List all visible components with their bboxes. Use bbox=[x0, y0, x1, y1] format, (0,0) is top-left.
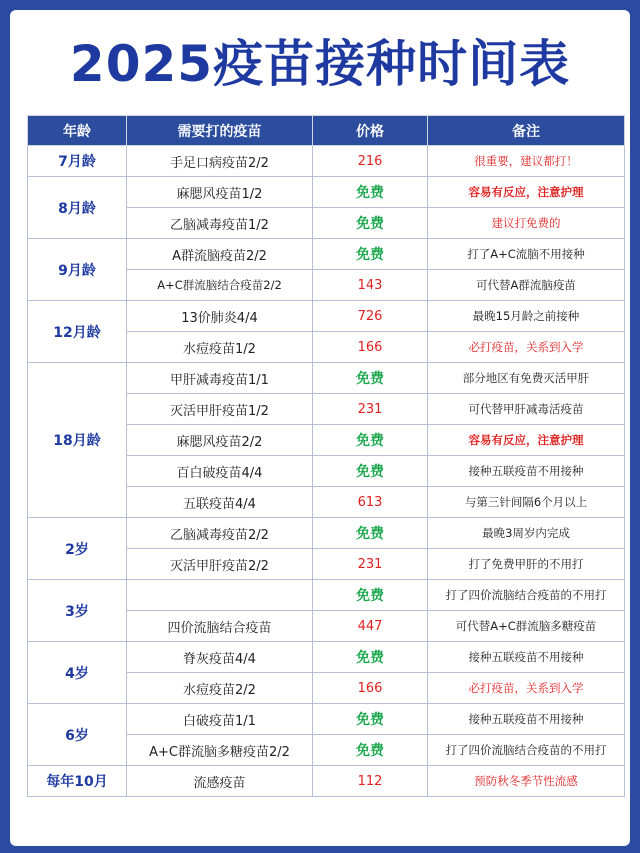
table-row bbox=[28, 177, 625, 208]
header-age: 年龄 bbox=[28, 116, 127, 146]
note-cell: 可代替A+C群流脑多糖疫苗 bbox=[428, 611, 625, 642]
note-cell: 容易有反应，注意护理 bbox=[428, 425, 625, 456]
vaccine-cell: 白破疫苗1/1 bbox=[127, 704, 313, 735]
price-free-cell: 免费 bbox=[313, 363, 428, 394]
price-cell: 143 bbox=[313, 270, 428, 301]
vaccine-cell: 百白破疫苗4/4 bbox=[127, 456, 313, 487]
vaccine-cell bbox=[127, 580, 313, 611]
vaccine-cell: 灭活甲肝疫苗2/2 bbox=[127, 549, 313, 580]
table-row bbox=[28, 146, 625, 177]
table-row bbox=[28, 766, 625, 797]
note-cell: 预防秋冬季节性流感 bbox=[428, 766, 625, 797]
vaccine-cell: 甲肝减毒疫苗1/1 bbox=[127, 363, 313, 394]
table-header-row bbox=[28, 116, 625, 146]
price-free-cell: 免费 bbox=[313, 735, 428, 766]
vaccine-cell: 麻腮风疫苗1/2 bbox=[127, 177, 313, 208]
table-row bbox=[28, 704, 625, 735]
vaccine-cell: 麻腮风疫苗2/2 bbox=[127, 425, 313, 456]
price-cell: 112 bbox=[313, 766, 428, 797]
header-price: 价格 bbox=[313, 116, 428, 146]
note-cell: 与第三针间隔6个月以上 bbox=[428, 487, 625, 518]
note-cell: 很重要，建议都打！ bbox=[428, 146, 625, 177]
vaccine-cell: 脊灰疫苗4/4 bbox=[127, 642, 313, 673]
price-cell: 726 bbox=[313, 301, 428, 332]
price-free-cell: 免费 bbox=[313, 425, 428, 456]
note-cell: 接种五联疫苗不用接种 bbox=[428, 704, 625, 735]
note-cell: 打了A+C流脑不用接种 bbox=[428, 239, 625, 270]
vaccine-cell: A+C群流脑多糖疫苗2/2 bbox=[127, 735, 313, 766]
vaccine-cell: 手足口病疫苗2/2 bbox=[127, 146, 313, 177]
vaccine-schedule-table bbox=[27, 115, 625, 797]
age-cell: 2岁 bbox=[28, 518, 127, 580]
note-cell: 打了四价流脑结合疫苗的不用打 bbox=[428, 580, 625, 611]
price-free-cell: 免费 bbox=[313, 177, 428, 208]
price-cell: 166 bbox=[313, 332, 428, 363]
vaccine-cell: 乙脑减毒疫苗2/2 bbox=[127, 518, 313, 549]
vaccine-cell: 四价流脑结合疫苗 bbox=[127, 611, 313, 642]
vaccine-cell: 灭活甲肝疫苗1/2 bbox=[127, 394, 313, 425]
price-cell: 447 bbox=[313, 611, 428, 642]
table-body bbox=[28, 146, 625, 797]
table-row bbox=[28, 363, 625, 394]
note-cell: 必打疫苗，关系到入学 bbox=[428, 673, 625, 704]
price-free-cell: 免费 bbox=[313, 456, 428, 487]
vaccine-cell: 水痘疫苗1/2 bbox=[127, 332, 313, 363]
page-title: 2025疫苗接种时间表 bbox=[69, 35, 571, 93]
header-note: 备注 bbox=[428, 116, 625, 146]
vaccine-cell: 乙脑减毒疫苗1/2 bbox=[127, 208, 313, 239]
price-cell: 216 bbox=[313, 146, 428, 177]
price-cell: 613 bbox=[313, 487, 428, 518]
vaccine-cell: A群流脑疫苗2/2 bbox=[127, 239, 313, 270]
age-cell: 6岁 bbox=[28, 704, 127, 766]
price-free-cell: 免费 bbox=[313, 208, 428, 239]
note-cell: 打了四价流脑结合疫苗的不用打 bbox=[428, 735, 625, 766]
table-row bbox=[28, 642, 625, 673]
age-cell: 每年10月 bbox=[28, 766, 127, 797]
age-cell: 18月龄 bbox=[28, 363, 127, 518]
age-cell: 3岁 bbox=[28, 580, 127, 642]
table-row bbox=[28, 518, 625, 549]
note-cell: 接种五联疫苗不用接种 bbox=[428, 642, 625, 673]
note-cell: 接种五联疫苗不用接种 bbox=[428, 456, 625, 487]
price-free-cell: 免费 bbox=[313, 580, 428, 611]
age-cell: 9月龄 bbox=[28, 239, 127, 301]
vaccine-cell: 流感疫苗 bbox=[127, 766, 313, 797]
vaccine-cell: 13价肺炎4/4 bbox=[127, 301, 313, 332]
price-free-cell: 免费 bbox=[313, 642, 428, 673]
age-cell: 12月龄 bbox=[28, 301, 127, 363]
schedule-card bbox=[10, 10, 630, 846]
note-cell: 最晚3周岁内完成 bbox=[428, 518, 625, 549]
note-cell: 必打疫苗，关系到入学 bbox=[428, 332, 625, 363]
note-cell: 容易有反应，注意护理 bbox=[428, 177, 625, 208]
price-cell: 231 bbox=[313, 394, 428, 425]
price-free-cell: 免费 bbox=[313, 239, 428, 270]
table-row bbox=[28, 301, 625, 332]
age-cell: 4岁 bbox=[28, 642, 127, 704]
vaccine-cell: A+C群流脑结合疫苗2/2 bbox=[127, 270, 313, 301]
note-cell: 可代替A群流脑疫苗 bbox=[428, 270, 625, 301]
note-cell: 最晚15月龄之前接种 bbox=[428, 301, 625, 332]
price-cell: 231 bbox=[313, 549, 428, 580]
note-cell: 可代替甲肝减毒活疫苗 bbox=[428, 394, 625, 425]
table-row bbox=[28, 580, 625, 611]
note-cell: 建议打免费的 bbox=[428, 208, 625, 239]
price-free-cell: 免费 bbox=[313, 518, 428, 549]
price-cell: 166 bbox=[313, 673, 428, 704]
table-row bbox=[28, 239, 625, 270]
age-cell: 7月龄 bbox=[28, 146, 127, 177]
note-cell: 打了免费甲肝的不用打 bbox=[428, 549, 625, 580]
vaccine-cell: 五联疫苗4/4 bbox=[127, 487, 313, 518]
header-vaccine: 需要打的疫苗 bbox=[127, 116, 313, 146]
note-cell: 部分地区有免费灭活甲肝 bbox=[428, 363, 625, 394]
age-cell: 8月龄 bbox=[28, 177, 127, 239]
vaccine-cell: 水痘疫苗2/2 bbox=[127, 673, 313, 704]
price-free-cell: 免费 bbox=[313, 704, 428, 735]
